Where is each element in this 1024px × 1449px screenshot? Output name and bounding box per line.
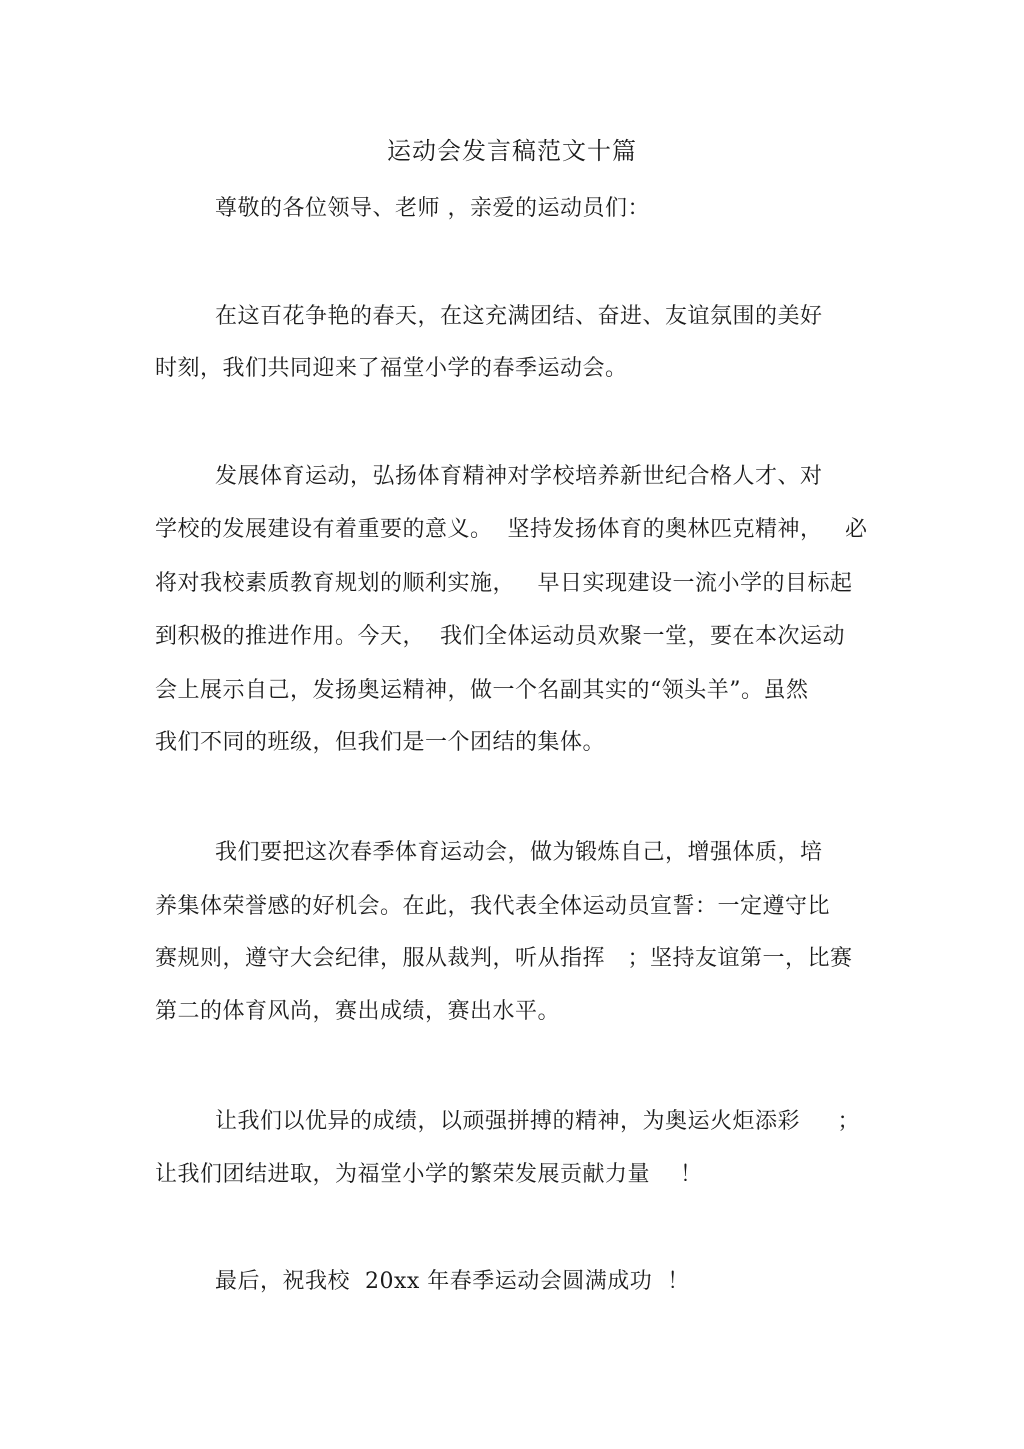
paragraph-5-line-1: 最后，祝我校 20xx 年春季运动会圆满成功 ！ [215,1269,690,1294]
paragraph-1-line-2: 时刻，我们共同迎来了福堂小学的春季运动会。 [155,356,628,381]
paragraph-2-line-4: 到积极的推进作用。今天， 我们全体运动员欢聚一堂，要在本次运动 [155,624,845,649]
paragraph-3-line-2: 养集体荣誉感的好机会。在此，我代表全体运动员宣誓：一定遵守比 [155,894,831,919]
paragraph-2-line-6: 我们不同的班级，但我们是一个团结的集体。 [155,730,606,755]
paragraph-4-line-2: 让我们团结进取，为福堂小学的繁荣发展贡献力量 ！ [155,1162,703,1187]
paragraph-3-line-3: 赛规则，遵守大会纪律，服从裁判，听从指挥 ；坚持友谊第一，比赛 [155,946,853,971]
paragraph-2-line-1: 发展体育运动，弘扬体育精神对学校培养新世纪合格人才、对 [215,464,823,489]
paragraph-3-line-4: 第二的体育风尚，赛出成绩，赛出水平。 [155,999,561,1024]
salutation: 尊敬的各位领导、老师 ，亲爱的运动员们： [215,196,650,221]
paragraph-3-line-1: 我们要把这次春季体育运动会，做为锻炼自己，增强体质，培 [215,840,823,865]
document-title: 运动会发言稿范文十篇 [387,137,637,165]
paragraph-2-line-2: 学校的发展建设有着重要的意义。 坚持发扬体育的奥林匹克精神， 必 [155,517,868,542]
paragraph-1-line-1: 在这百花争艳的春天，在这充满团结、奋进、友谊氛围的美好 [215,304,823,329]
paragraph-4-line-1: 让我们以优异的成绩，以顽强拼搏的精神，为奥运火炬添彩 ； [215,1109,860,1134]
paragraph-2-line-5: 会上展示自己，发扬奥运精神，做一个名副其实的“领头羊”。虽然 [155,678,809,703]
paragraph-2-line-3: 将对我校素质教育规划的顺利实施， 早日实现建设一流小学的目标起 [155,571,853,596]
